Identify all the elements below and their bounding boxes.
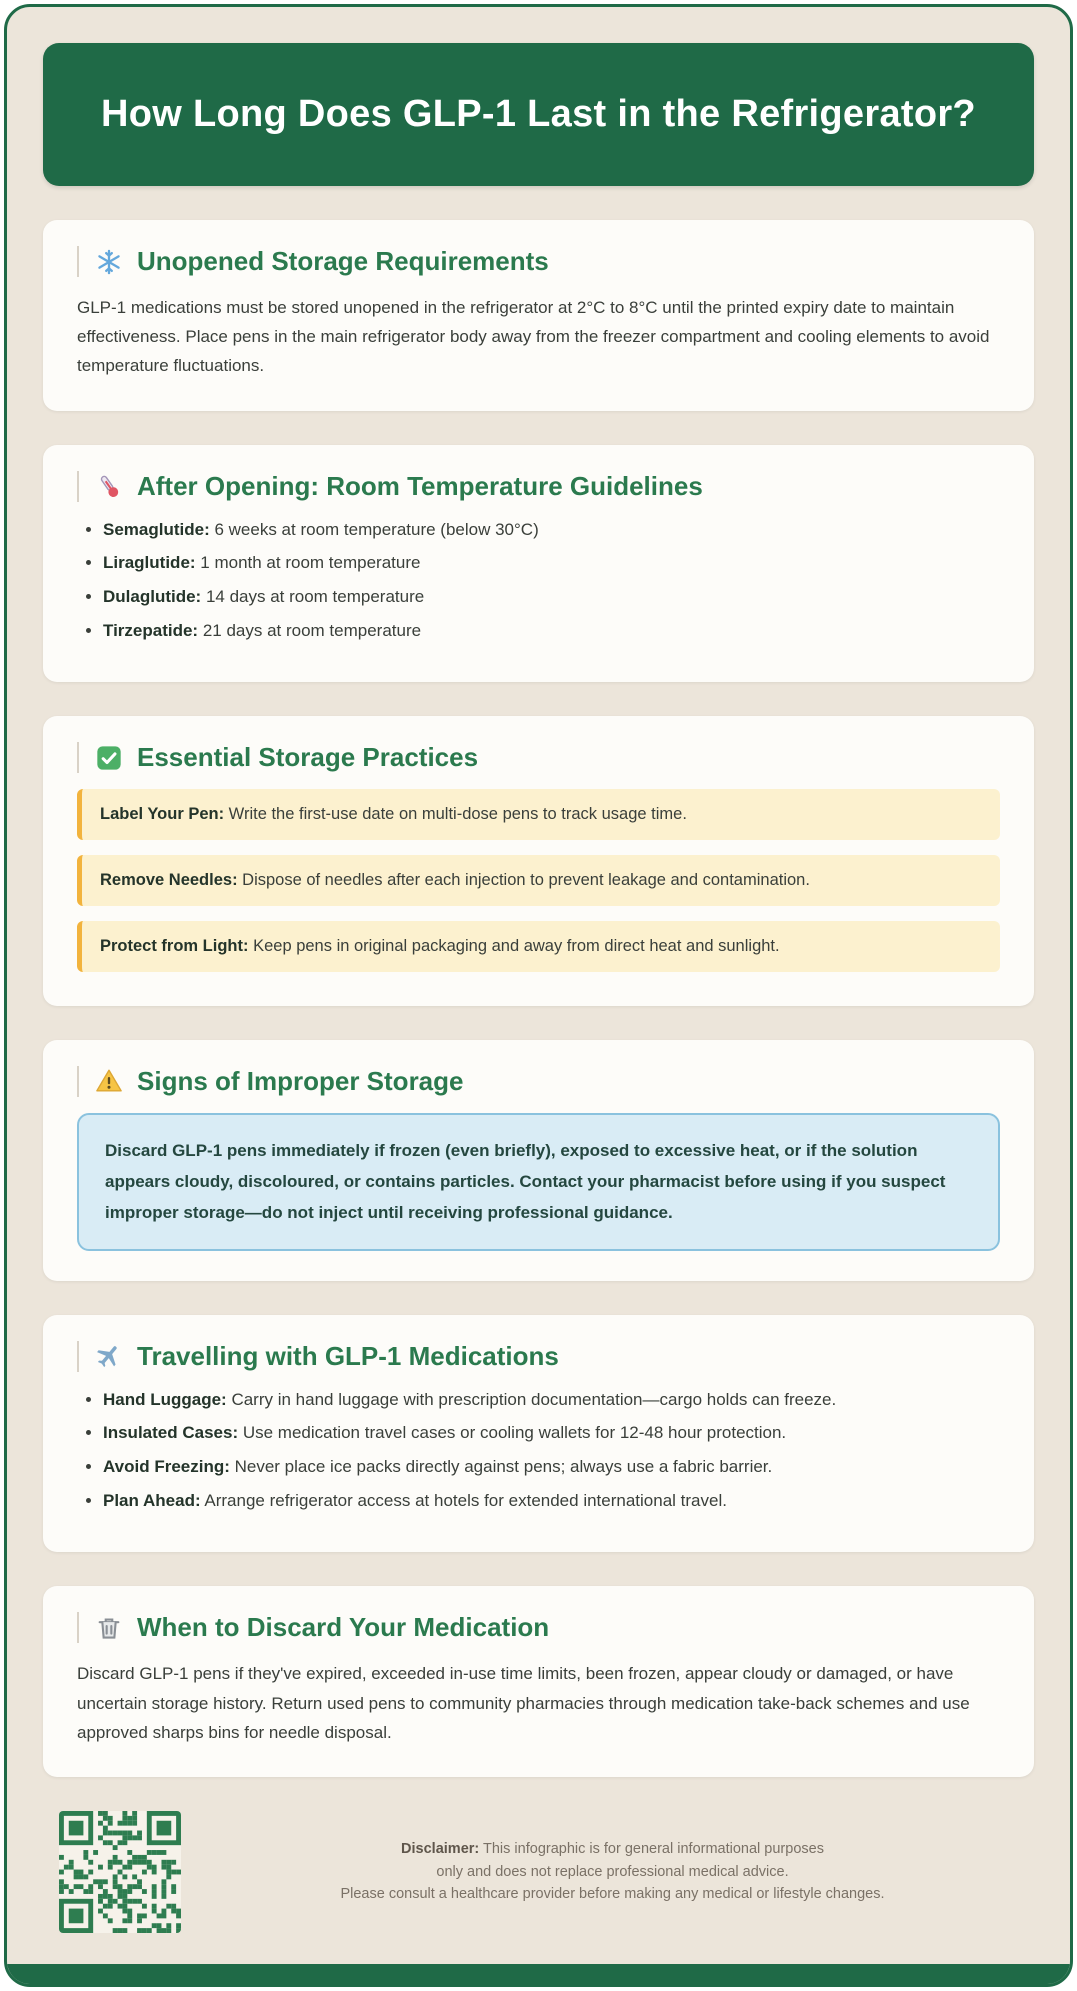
list-item: • Avoid Freezing: Never place ice packs directly against pens; always use a fabric barrier. <box>103 1455 1000 1480</box>
section-travelling <box>43 1315 1034 1553</box>
list-item: • Insulated Cases: Use medication travel cases or cooling wallets for 12-48 hour protection. <box>103 1421 1000 1446</box>
disclaimer-line-3: Please consult a healthcare provider before making any medical or lifestyle changes. <box>340 1886 885 1903</box>
list-item: • Semaglutide: 6 weeks at room temperature (below 30°C) <box>103 518 1000 543</box>
qr-code <box>59 1811 181 1933</box>
snowflake-icon <box>94 247 124 277</box>
after-opening-list <box>77 518 1000 644</box>
section-unopened-storage <box>43 220 1034 411</box>
header-banner <box>43 43 1034 186</box>
warning-icon <box>94 1066 124 1096</box>
improper-storage-alert: Discard GLP-1 pens immediately if frozen (even briefly), exposed to excessive heat, or if the solution appears cloudy, discoloured, or contains particles. Contact your pharmacist before using if you suspect improper storage—do not inject until receiving professional guidance. <box>77 1113 1000 1251</box>
section-heading <box>77 1066 1000 1097</box>
section-body: Discard GLP-1 pens if they've expired, exceeded in-use time limits, been frozen, appear cloudy or damaged, or have uncertain storage history. Return used pens to community pharmacies through medication take-back schemes and use approved sharps bins for needle disposal. <box>77 1664 970 1742</box>
section-improper-storage <box>43 1040 1034 1281</box>
section-title: Unopened Storage Requirements <box>137 246 549 276</box>
practice-box: Remove Needles: Dispose of needles after each injection to prevent leakage and contamination. <box>77 855 1000 906</box>
section-heading <box>77 742 1000 773</box>
section-when-to-discard <box>43 1586 1034 1777</box>
section-body: GLP-1 medications must be stored unopened in the refrigerator at 2°C to 8°C until the printed expiry date to maintain effectiveness. Place pens in the main refrigerator body away from the freezer compartment and cooling elements to avoid temperature fluctuations. <box>77 298 990 376</box>
section-heading <box>77 246 1000 277</box>
section-after-opening <box>43 445 1034 683</box>
footer-bar <box>7 1964 1070 1984</box>
list-item: • Dulaglutide: 14 days at room temperature <box>103 585 1000 610</box>
practice-box: Protect from Light: Keep pens in original packaging and away from direct heat and sunlight. <box>77 921 1000 972</box>
disclaimer <box>207 1838 1018 1905</box>
section-heading <box>77 1612 1000 1643</box>
list-item: • Plan Ahead: Arrange refrigerator access at hotels for extended international travel. <box>103 1489 1000 1514</box>
travel-list <box>77 1388 1000 1514</box>
list-item: • Hand Luggage: Carry in hand luggage with prescription documentation—cargo holds can freeze. <box>103 1388 1000 1413</box>
section-heading <box>77 471 1000 502</box>
list-item: • Tirzepatide: 21 days at room temperature <box>103 619 1000 644</box>
footer <box>43 1811 1034 1943</box>
disclaimer-line-2: only and does not replace professional medical advice. <box>436 1863 789 1880</box>
page-title: How Long Does GLP-1 Last in the Refrigerator? <box>101 93 976 135</box>
airplane-icon <box>94 1341 124 1371</box>
checkmark-icon <box>94 743 124 773</box>
infographic-page <box>4 4 1073 1987</box>
section-storage-practices <box>43 716 1034 1005</box>
section-heading <box>77 1341 1000 1372</box>
thermometer-icon <box>94 471 124 501</box>
section-title: Signs of Improper Storage <box>137 1065 464 1096</box>
section-title: After Opening: Room Temperature Guidelines <box>137 470 703 501</box>
list-item: • Liraglutide: 1 month at room temperature <box>103 551 1000 576</box>
disclaimer-line-1: Disclaimer: This infographic is for general informational purposes <box>401 1841 824 1858</box>
section-title: Essential Storage Practices <box>137 742 479 773</box>
practice-box: Label Your Pen: Write the first-use date on multi-dose pens to track usage time. <box>77 789 1000 840</box>
section-title: Travelling with GLP-1 Medications <box>137 1340 559 1371</box>
section-title: When to Discard Your Medication <box>137 1612 550 1643</box>
trash-icon <box>94 1613 124 1643</box>
